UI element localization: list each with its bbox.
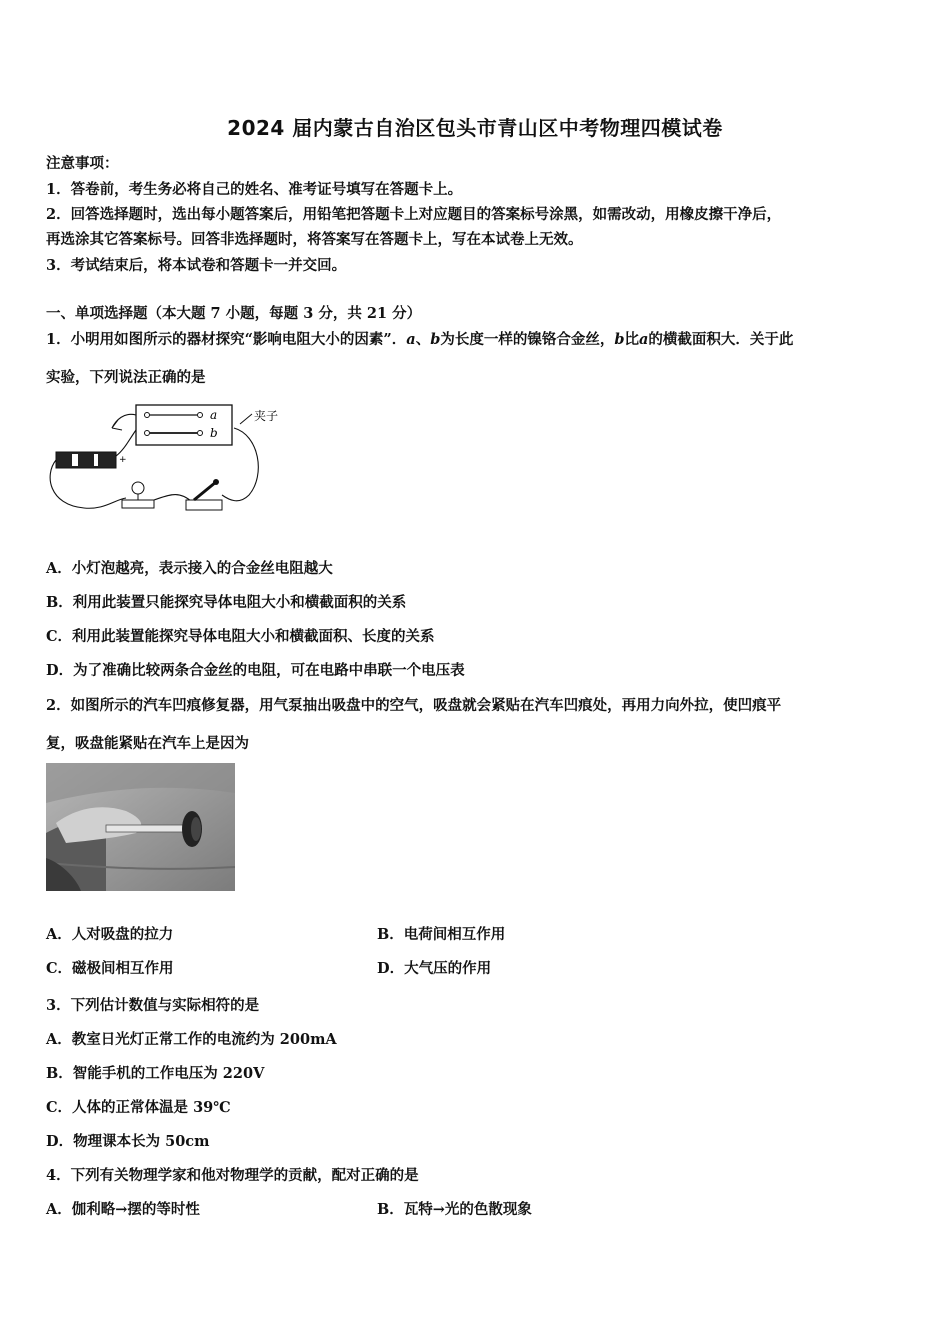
circuit-diagram bbox=[44, 400, 294, 520]
q1-option-b: B．利用此装置只能探究导体电阻大小和横截面积的关系 bbox=[46, 594, 407, 611]
q1-var-a: a bbox=[406, 331, 416, 348]
q3-option-c: C．人体的正常体温是 39℃ bbox=[46, 1099, 231, 1116]
wire bbox=[116, 430, 136, 456]
q1-stem-part: 比 bbox=[624, 331, 639, 348]
q4-option-a: A．伽利略→摆的等时性 bbox=[46, 1201, 200, 1218]
notice-item-2-cont: 再选涂其它答案标号。回答非选择题时，将答案写在答题卡上，写在本试卷上无效。 bbox=[46, 231, 583, 248]
page-title: 2024 届内蒙古自治区包头市青山区中考物理四模试卷 bbox=[227, 116, 723, 140]
dent-repair-photo bbox=[46, 763, 235, 891]
q4-stem: 4．下列有关物理学家和他对物理学的贡献，配对正确的是 bbox=[46, 1167, 419, 1184]
puller-rod bbox=[106, 825, 186, 832]
q3-stem: 3．下列估计数值与实际相符的是 bbox=[46, 997, 260, 1014]
q2-option-c: C．磁极间相互作用 bbox=[46, 960, 174, 977]
switch-lever bbox=[194, 482, 216, 500]
bulb-base bbox=[122, 500, 154, 508]
label-a: a bbox=[210, 408, 218, 422]
q1-stem-line2: 实验，下列说法正确的是 bbox=[46, 369, 206, 386]
label-clip: 夹子 bbox=[254, 409, 279, 423]
q1-option-a: A．小灯泡越亮，表示接入的合金丝电阻越大 bbox=[46, 560, 333, 577]
switch-base bbox=[186, 500, 222, 510]
q1-option-c: C．利用此装置能探究导体电阻大小和横截面积、长度的关系 bbox=[46, 628, 435, 645]
notice-heading: 注意事项： bbox=[46, 155, 119, 172]
notice-item-1: 1．答卷前，考生务必将自己的姓名、准考证号填写在答题卡上。 bbox=[46, 181, 463, 198]
q1-sep: 、 bbox=[415, 331, 431, 348]
q2-option-d: D．大气压的作用 bbox=[377, 960, 492, 977]
section-heading: 一、单项选择题（本大题 7 小题，每题 3 分，共 21 分） bbox=[46, 305, 422, 322]
bulb bbox=[132, 482, 144, 494]
q4-option-b: B．瓦特→光的色散现象 bbox=[377, 1201, 532, 1218]
q3-option-a: A．教室日光灯正常工作的电流约为 200mA bbox=[46, 1031, 337, 1048]
q1-var-a2: a bbox=[638, 331, 649, 348]
q1-stem-part: 的横截面积大．关于此 bbox=[648, 331, 794, 348]
notice-item-2: 2．回答选择题时，选出每小题答案后，用铅笔把答题卡上对应题目的答案标号涂黑，如需改动，用橡皮擦干净后， bbox=[46, 206, 782, 223]
battery bbox=[56, 452, 116, 468]
battery-gap bbox=[72, 454, 78, 466]
switch-knob bbox=[213, 479, 219, 485]
label-b: b bbox=[210, 426, 218, 440]
q2-stem-line1: 2．如图所示的汽车凹痕修复器，用气泵抽出吸盘中的空气，吸盘就会紧贴在汽车凹痕处，再用力向外拉，使凹痕平 bbox=[46, 697, 782, 714]
wire bbox=[112, 414, 136, 428]
suction-cup-rim bbox=[191, 817, 201, 841]
clip-pointer bbox=[240, 414, 252, 424]
q2-stem-line2: 复，吸盘能紧贴在汽车上是因为 bbox=[46, 735, 249, 752]
battery-gap bbox=[94, 454, 98, 466]
q2-option-b: B．电荷间相互作用 bbox=[377, 926, 506, 943]
q1-stem-part: 1．小明用如图所示的器材探究“影响电阻大小的因素”． bbox=[46, 331, 407, 348]
battery-plus: + bbox=[119, 455, 127, 465]
notice-item-3: 3．考试结束后，将本试卷和答题卡一并交回。 bbox=[46, 257, 347, 274]
q3-option-b: B．智能手机的工作电压为 220V bbox=[46, 1065, 265, 1082]
q1-var-b: b bbox=[430, 331, 441, 348]
q1-stem bbox=[46, 328, 793, 349]
q1-option-d: D．为了准确比较两条合金丝的电阻，可在电路中串联一个电压表 bbox=[46, 662, 465, 679]
q1-var-b2: b bbox=[614, 331, 625, 348]
q1-stem-part: 为长度一样的镍铬合金丝， bbox=[440, 331, 615, 348]
q2-option-a: A．人对吸盘的拉力 bbox=[46, 926, 174, 943]
q3-option-d: D．物理课本长为 50cm bbox=[46, 1133, 210, 1150]
